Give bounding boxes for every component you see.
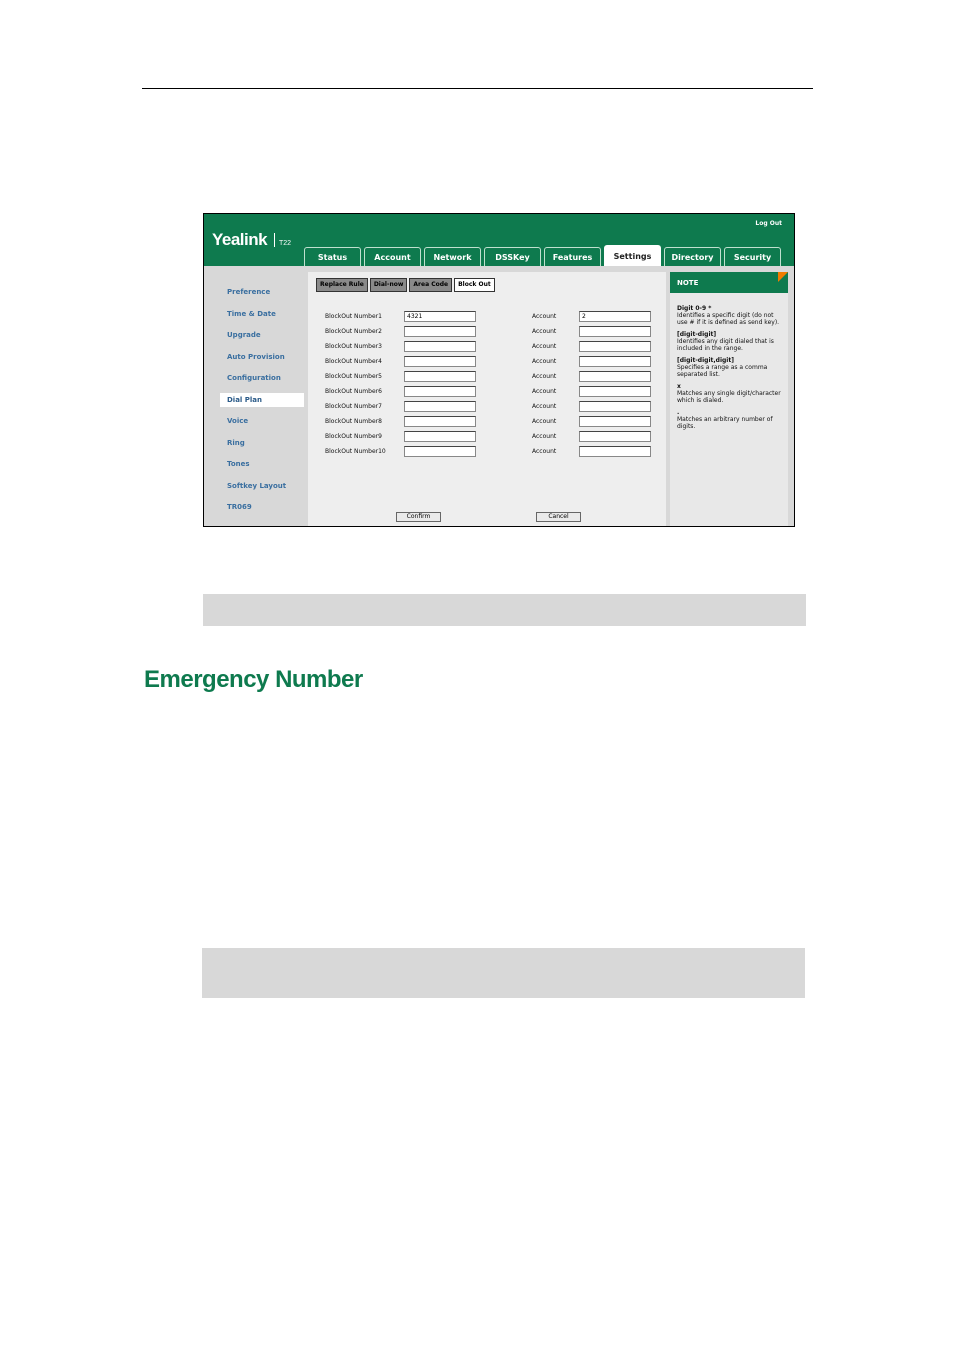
tab-status[interactable]: Status [304,247,361,266]
blockout-number-input[interactable] [404,401,476,412]
account-input[interactable] [579,416,651,427]
blockout-label: BlockOut Number1 [325,313,382,320]
blockout-number-input[interactable] [404,446,476,457]
note-desc: Specifies a range as a comma separated list. [677,364,768,378]
blockout-row [308,401,666,413]
blockout-row [308,311,666,323]
header-rule [142,88,813,89]
account-label: Account [532,433,557,440]
tab-features[interactable]: Features [544,247,601,266]
note-bar [202,948,805,998]
note-desc: Identifies any digit dialed that is included in the range. [677,338,774,352]
sidebar-item-configuration[interactable]: Configuration [227,374,281,382]
blockout-number-input[interactable] [404,431,476,442]
sidebar-item-auto-provision[interactable]: Auto Provision [227,353,285,361]
note-corner-icon [778,272,788,282]
logo-separator [274,233,275,247]
account-input[interactable] [579,371,651,382]
sidebar-item-softkey-layout[interactable]: Softkey Layout [227,482,287,490]
blockout-number-input[interactable] [404,386,476,397]
dial-plan-subtabs [316,278,495,292]
account-label: Account [532,313,557,320]
account-input[interactable]: 2 [579,311,651,322]
blockout-label: BlockOut Number10 [325,448,386,455]
caption-bar [203,594,806,626]
tab-directory[interactable]: Directory [664,247,721,266]
blockout-row [308,326,666,338]
blockout-row [308,431,666,443]
blockout-row [308,356,666,368]
sidebar [212,272,304,527]
sidebar-item-preference[interactable]: Preference [227,288,271,296]
subtab-replace-rule[interactable]: Replace Rule [316,278,368,292]
blockout-label: BlockOut Number2 [325,328,382,335]
subtab-block-out[interactable]: Block Out [454,278,495,292]
note-desc: Matches an arbitrary number of digits. [677,416,773,430]
blockout-number-input[interactable] [404,371,476,382]
blockout-row [308,386,666,398]
account-input[interactable] [579,356,651,367]
sidebar-item-time-date[interactable]: Time & Date [227,310,276,318]
account-input[interactable] [579,401,651,412]
tab-security[interactable]: Security [724,247,781,266]
blockout-label: BlockOut Number5 [325,373,382,380]
sidebar-item-upgrade[interactable]: Upgrade [227,331,261,339]
account-label: Account [532,448,557,455]
blockout-row [308,341,666,353]
account-label: Account [532,418,557,425]
sidebar-item-tones[interactable]: Tones [227,460,250,468]
account-label: Account [532,328,557,335]
note-term: [digit-digit] [677,331,717,338]
account-label: Account [532,343,557,350]
blockout-number-input[interactable] [404,341,476,352]
blockout-label: BlockOut Number7 [325,403,382,410]
blockout-label: BlockOut Number6 [325,388,382,395]
sidebar-item-voice[interactable]: Voice [227,417,249,425]
account-label: Account [532,373,557,380]
blockout-number-input[interactable] [404,416,476,427]
tab-settings[interactable]: Settings [604,245,661,266]
tab-network[interactable]: Network [424,247,481,266]
account-input[interactable] [579,431,651,442]
note-desc: Identifies a specific digit (do not use # if it is defined as send key). [677,312,780,326]
cancel-button[interactable]: Cancel [536,512,581,522]
tab-account[interactable]: Account [364,247,421,266]
blockout-label: BlockOut Number3 [325,343,382,350]
logout-link[interactable]: Log Out [755,220,782,227]
account-label: Account [532,388,557,395]
blockout-row [308,371,666,383]
account-input[interactable] [579,341,651,352]
blockout-label: BlockOut Number9 [325,433,382,440]
subtab-dial-now[interactable]: Dial-now [370,278,408,292]
blockout-row [308,446,666,458]
section-heading: Emergency Number [144,666,363,693]
dial-plan-panel [308,272,666,527]
sidebar-item-dial-plan[interactable]: Dial Plan [220,393,304,407]
note-term: [digit-digit,digit] [677,357,734,364]
account-label: Account [532,358,557,365]
top-bar [204,214,794,266]
subtab-area-code[interactable]: Area Code [409,278,452,292]
account-input[interactable] [579,326,651,337]
note-panel [670,272,788,527]
account-input[interactable] [579,386,651,397]
note-term: . [677,409,680,416]
blockout-number-input[interactable] [404,326,476,337]
web-ui-screenshot [203,213,795,527]
sidebar-item-tr069[interactable]: TR069 [227,503,252,511]
sidebar-item-ring[interactable]: Ring [227,439,245,447]
blockout-label: BlockOut Number8 [325,418,382,425]
yealink-logo: Yealink [212,230,268,249]
note-title: NOTE [670,272,788,293]
note-term: x [677,383,681,390]
blockout-row [308,416,666,428]
blockout-number-input[interactable] [404,356,476,367]
note-term: Digit 0-9 * [677,305,712,312]
blockout-number-input[interactable]: 4321 [404,311,476,322]
main-tabs [304,245,781,266]
model-label: T22 [279,240,292,247]
note-body [677,305,783,430]
account-label: Account [532,403,557,410]
blockout-label: BlockOut Number4 [325,358,382,365]
account-input[interactable] [579,446,651,457]
note-desc: Matches any single digit/character which is dialed. [677,390,781,404]
tab-dsskey[interactable]: DSSKey [484,247,541,266]
confirm-button[interactable]: Confirm [396,512,441,522]
